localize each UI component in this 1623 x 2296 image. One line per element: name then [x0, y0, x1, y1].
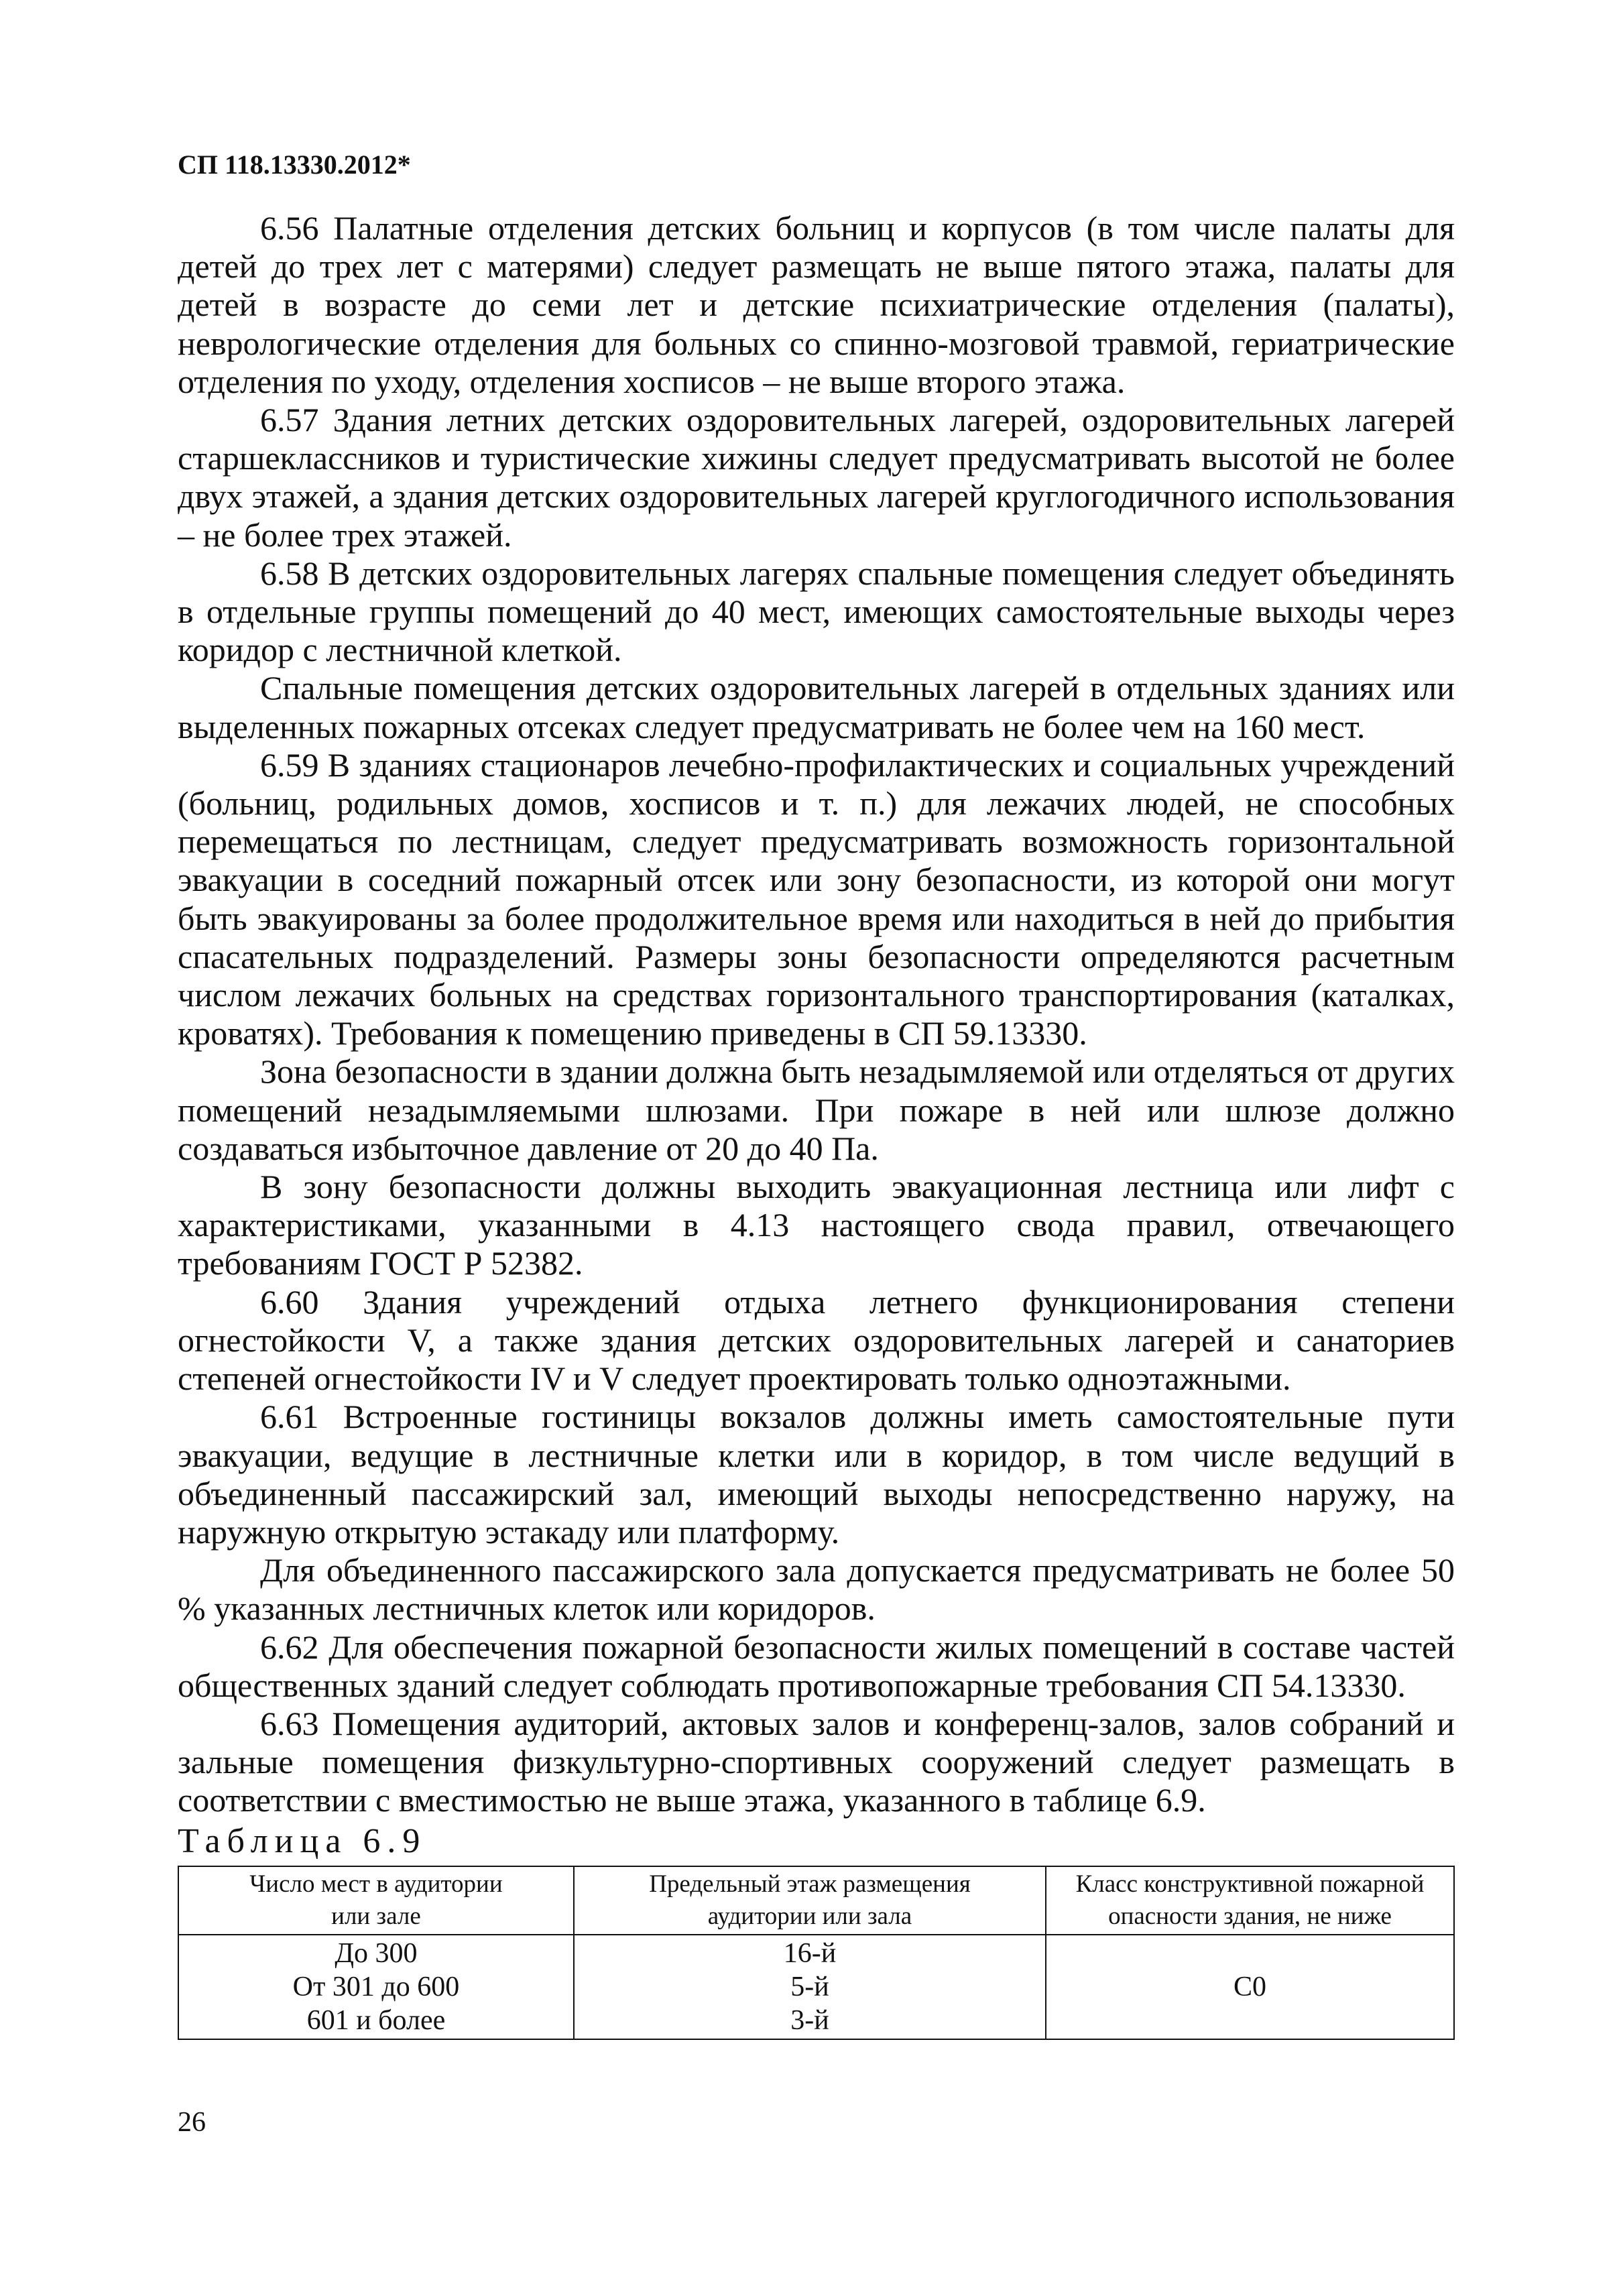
column-header-fire-class-line: Класс конструктивной пожарной: [1075, 1870, 1425, 1898]
paragraph-6-60: 6.60 Здания учреждений отдыха летнего функционирования степени огнестойкости V, а также здания детских оздоровительных лагерей и санаториев степеней огнестойкости IV и V следует проектировать только одноэтажными.: [178, 1282, 1455, 1398]
table-caption: Таблица 6.9: [178, 1821, 427, 1860]
column-header-fire-class-line: опасности здания, не ниже: [1108, 1902, 1392, 1930]
max-floor-value: 16-й: [783, 1937, 837, 1969]
table-6-9: [178, 1866, 1455, 2040]
column-header-seats-line: или зале: [331, 1902, 421, 1930]
seats-value: До 300: [335, 1937, 418, 1969]
seats-value: 601 и более: [306, 2004, 446, 2036]
table-header-row: [178, 1866, 1454, 1935]
column-header-max-floor: [574, 1866, 1046, 1935]
paragraph-6-61: 6.61 Встроенные гостиницы вокзалов должны иметь самостоятельные пути эвакуации, ведущие в лестничные клетки или в коридор, в том числе ведущий в объединенный пассажирский зал, имеющий выходы непосредственно наружу, на наружную открытую эстакаду или платформу.: [178, 1398, 1455, 1551]
paragraph-6-58: 6.58 В детских оздоровительных лагерях спальные помещения следует объединять в отдельные группы помещений до 40 мест, имеющих самостоятельные выходы через коридор с лестничной клеткой.: [178, 554, 1455, 669]
table-row: [178, 1935, 1454, 2039]
seats-value: От 301 до 600: [292, 1971, 460, 2002]
column-header-max-floor-line: аудитории или зала: [707, 1902, 912, 1930]
document-body: [178, 209, 1455, 2040]
max-floor-cell: [574, 1935, 1046, 2039]
paragraph-6-63: 6.63 Помещения аудиторий, актовых залов и конференц-залов, залов собраний и зальные помещения физкультурно-спортивных сооружений следует размещать в соответствии с вместимостью не выше этажа, указанного в таблице 6.9.: [178, 1704, 1455, 1819]
paragraph-6-59-evacuation-stair: В зону безопасности должны выходить эвакуационная лестница или лифт с характеристиками, указанными в 4.13 настоящего свода правил, отвечающего требованиям ГОСТ Р 52382.: [178, 1168, 1455, 1282]
column-header-seats: [178, 1866, 574, 1935]
fire-class-cell: [1046, 1935, 1454, 2039]
fire-class-value: С0: [1234, 1971, 1267, 2002]
paragraph-6-59: 6.59 В зданиях стационаров лечебно-профилактических и социальных учреждений (больниц, родильных домов, хосписов и т. п.) для лежачих людей, не способных перемещаться по лестницам, следует предусматривать возможность горизонтальной эвакуации в соседний пожарный отсек или зону безопасности, из которой они могут быть эвакуированы за более продолжительное время или находиться в ней до прибытия спасательных подразделений. Размеры зоны безопасности определяются расчетным числом лежачих больных на средствах горизонтального транспортирования (каталках, кроватях). Требования к помещению приведены в СП 59.13330.: [178, 745, 1455, 1052]
paragraph-6-56: 6.56 Палатные отделения детских больниц и корпусов (в том числе палаты для детей до трех лет с матерями) следует размещать не выше пятого этажа, палаты для детей в возрасте до семи лет и детские психиатрические отделения (палаты), неврологические отделения для больных со спинно-мозговой травмой, гериатрические отделения по уходу, отделения хосписов – не выше второго этажа.: [178, 209, 1455, 400]
seats-cell: [178, 1935, 574, 2039]
column-header-fire-class: [1046, 1866, 1454, 1935]
page-number: 26: [178, 2107, 206, 2138]
paragraph-6-62: 6.62 Для обеспечения пожарной безопасности жилых помещений в составе частей общественных зданий следует соблюдать противопожарные требования СП 54.13330.: [178, 1628, 1455, 1704]
paragraph-6-57: 6.57 Здания летних детских оздоровительных лагерей, оздоровительных лагерей старшеклассников и туристические хижины следует предусматривать высотой не более двух этажей, а здания детских оздоровительных лагерей круглогодичного использования – не более трех этажей.: [178, 401, 1455, 554]
paragraph-6-61-passenger-hall: Для объединенного пассажирского зала допускается предусматривать не более 50 % указанных лестничных клеток или коридоров.: [178, 1551, 1455, 1628]
column-header-seats-line: Число мест в аудитории: [249, 1870, 503, 1898]
max-floor-value: 5-й: [790, 1971, 829, 2002]
paragraph-6-59-safety-zone: Зона безопасности в здании должна быть незадымляемой или отделяться от других помещений незадымляемыми шлюзами. При пожаре в ней или шлюзе должно создаваться избыточное давление от 20 до 40 Па.: [178, 1052, 1455, 1167]
paragraph-6-58-sleeping-rooms: Спальные помещения детских оздоровительных лагерей в отдельных зданиях или выделенных пожарных отсеках следует предусматривать не более чем на 160 мест.: [178, 669, 1455, 745]
max-floor-value: 3-й: [790, 2004, 829, 2036]
column-header-max-floor-line: Предельный этаж размещения: [649, 1870, 971, 1898]
document-code-header: СП 118.13330.2012*: [178, 149, 411, 180]
